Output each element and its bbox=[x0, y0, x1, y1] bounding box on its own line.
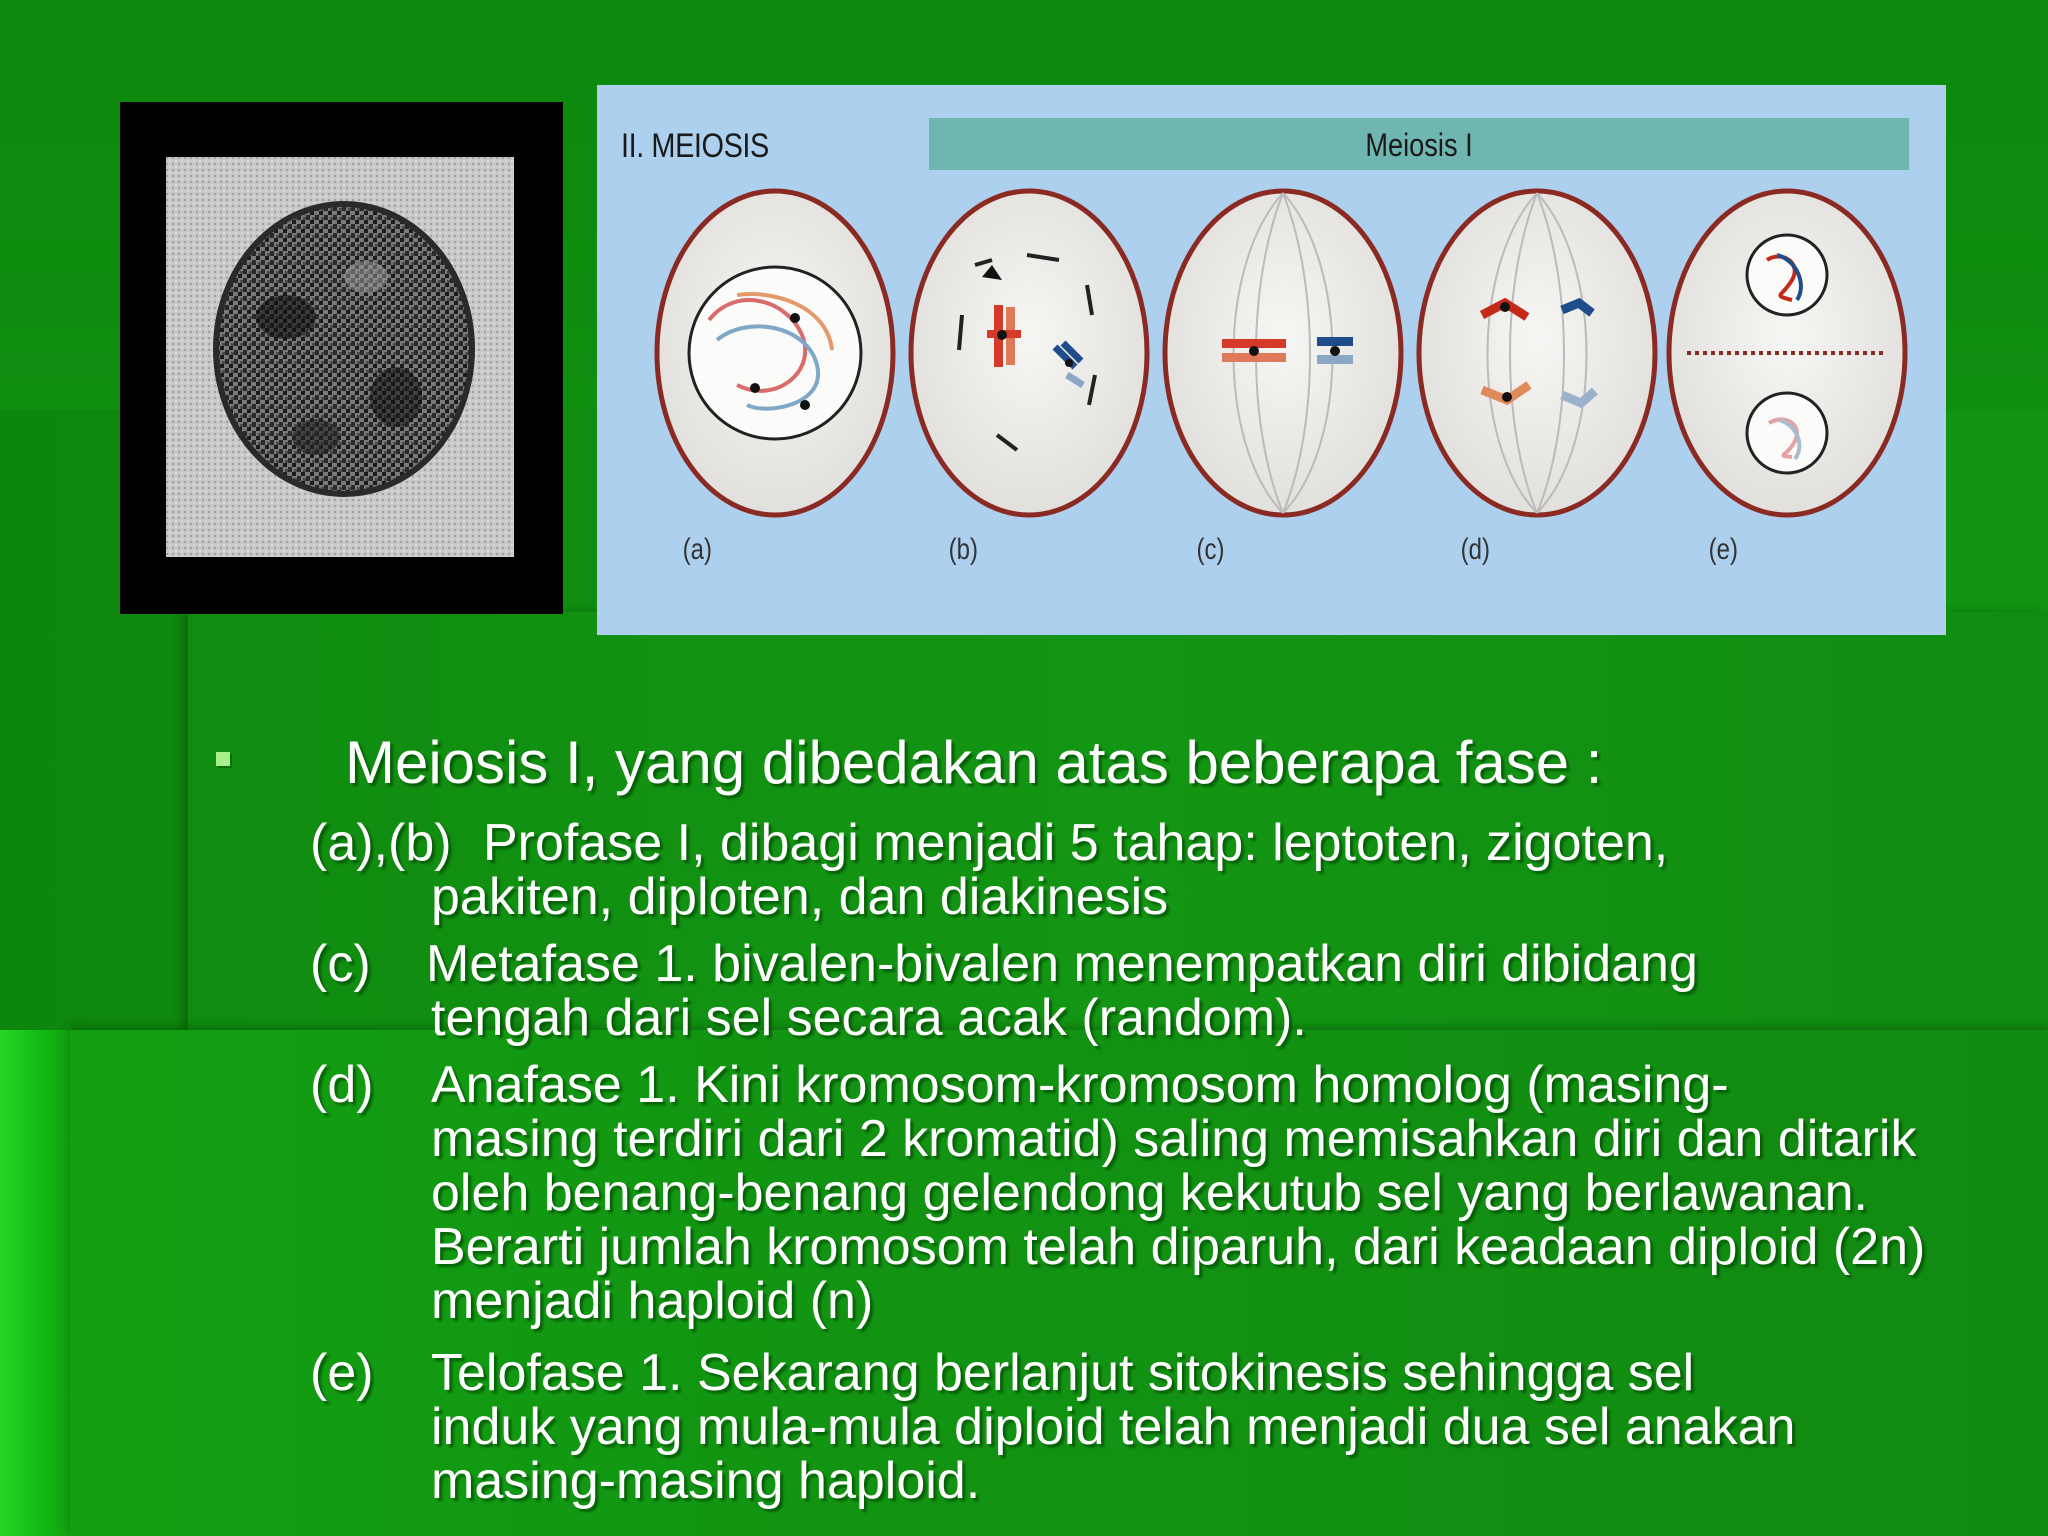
cell-label-b: (b) bbox=[948, 533, 979, 566]
item-first-line: Profase I, dibagi menjadi 5 tahap: leptoten, zigoten, bbox=[483, 814, 1669, 872]
cell-label-c: (c) bbox=[1196, 533, 1225, 566]
cell-illustrations bbox=[597, 85, 1946, 635]
slide-heading: Meiosis I, yang dibedakan atas beberapa fase : bbox=[345, 729, 1603, 796]
item-first-line: Anafase 1. Kini kromosom-kromosom homolog (masing- bbox=[431, 1056, 1729, 1114]
item-continuation: pakiten, diploten, dan diakinesis bbox=[431, 868, 1169, 926]
item-tag: (c) bbox=[310, 935, 371, 993]
cell-c bbox=[1165, 191, 1401, 515]
cell-label-d: (d) bbox=[1460, 533, 1491, 566]
bullet-square-icon bbox=[216, 752, 230, 766]
item-tag: (e) bbox=[310, 1344, 374, 1402]
cell-e bbox=[1669, 191, 1905, 515]
item-continuation: induk yang mula-mula diploid telah menjadi dua sel anakan masing-masing haploid. bbox=[431, 1398, 1796, 1510]
cell-label-a: (a) bbox=[682, 533, 713, 566]
micrograph-image bbox=[166, 157, 514, 557]
item-tag: (a),(b) bbox=[310, 814, 452, 872]
cell-b bbox=[911, 191, 1147, 515]
phase-banner-label: Meiosis I bbox=[1365, 127, 1473, 163]
cell-a bbox=[657, 191, 893, 515]
item-tag: (d) bbox=[310, 1056, 374, 1114]
diagram-title: II. MEIOSIS bbox=[621, 127, 769, 165]
micrograph-frame bbox=[120, 102, 563, 614]
cell-d bbox=[1419, 191, 1655, 515]
background-strip bbox=[0, 1030, 75, 1536]
item-continuation: tengah dari sel secara acak (random). bbox=[431, 989, 1307, 1047]
cell-label-e: (e) bbox=[1708, 533, 1739, 566]
meiosis-diagram bbox=[597, 85, 1946, 635]
item-first-line: Metafase 1. bivalen-bivalen menempatkan diri dibidang bbox=[426, 935, 1698, 993]
item-first-line: Telofase 1. Sekarang berlanjut sitokinesis sehingga sel bbox=[431, 1344, 1695, 1402]
item-continuation: masing terdiri dari 2 kromatid) saling memisahkan diri dan ditarik oleh benang-benang gelendong kekutub sel yang berlawanan. Berarti jumlah kromosom telah diparuh, dari keadaan diploid (2n) menjadi haploid (n) bbox=[431, 1110, 1926, 1330]
nucleus-micrograph bbox=[166, 157, 514, 557]
